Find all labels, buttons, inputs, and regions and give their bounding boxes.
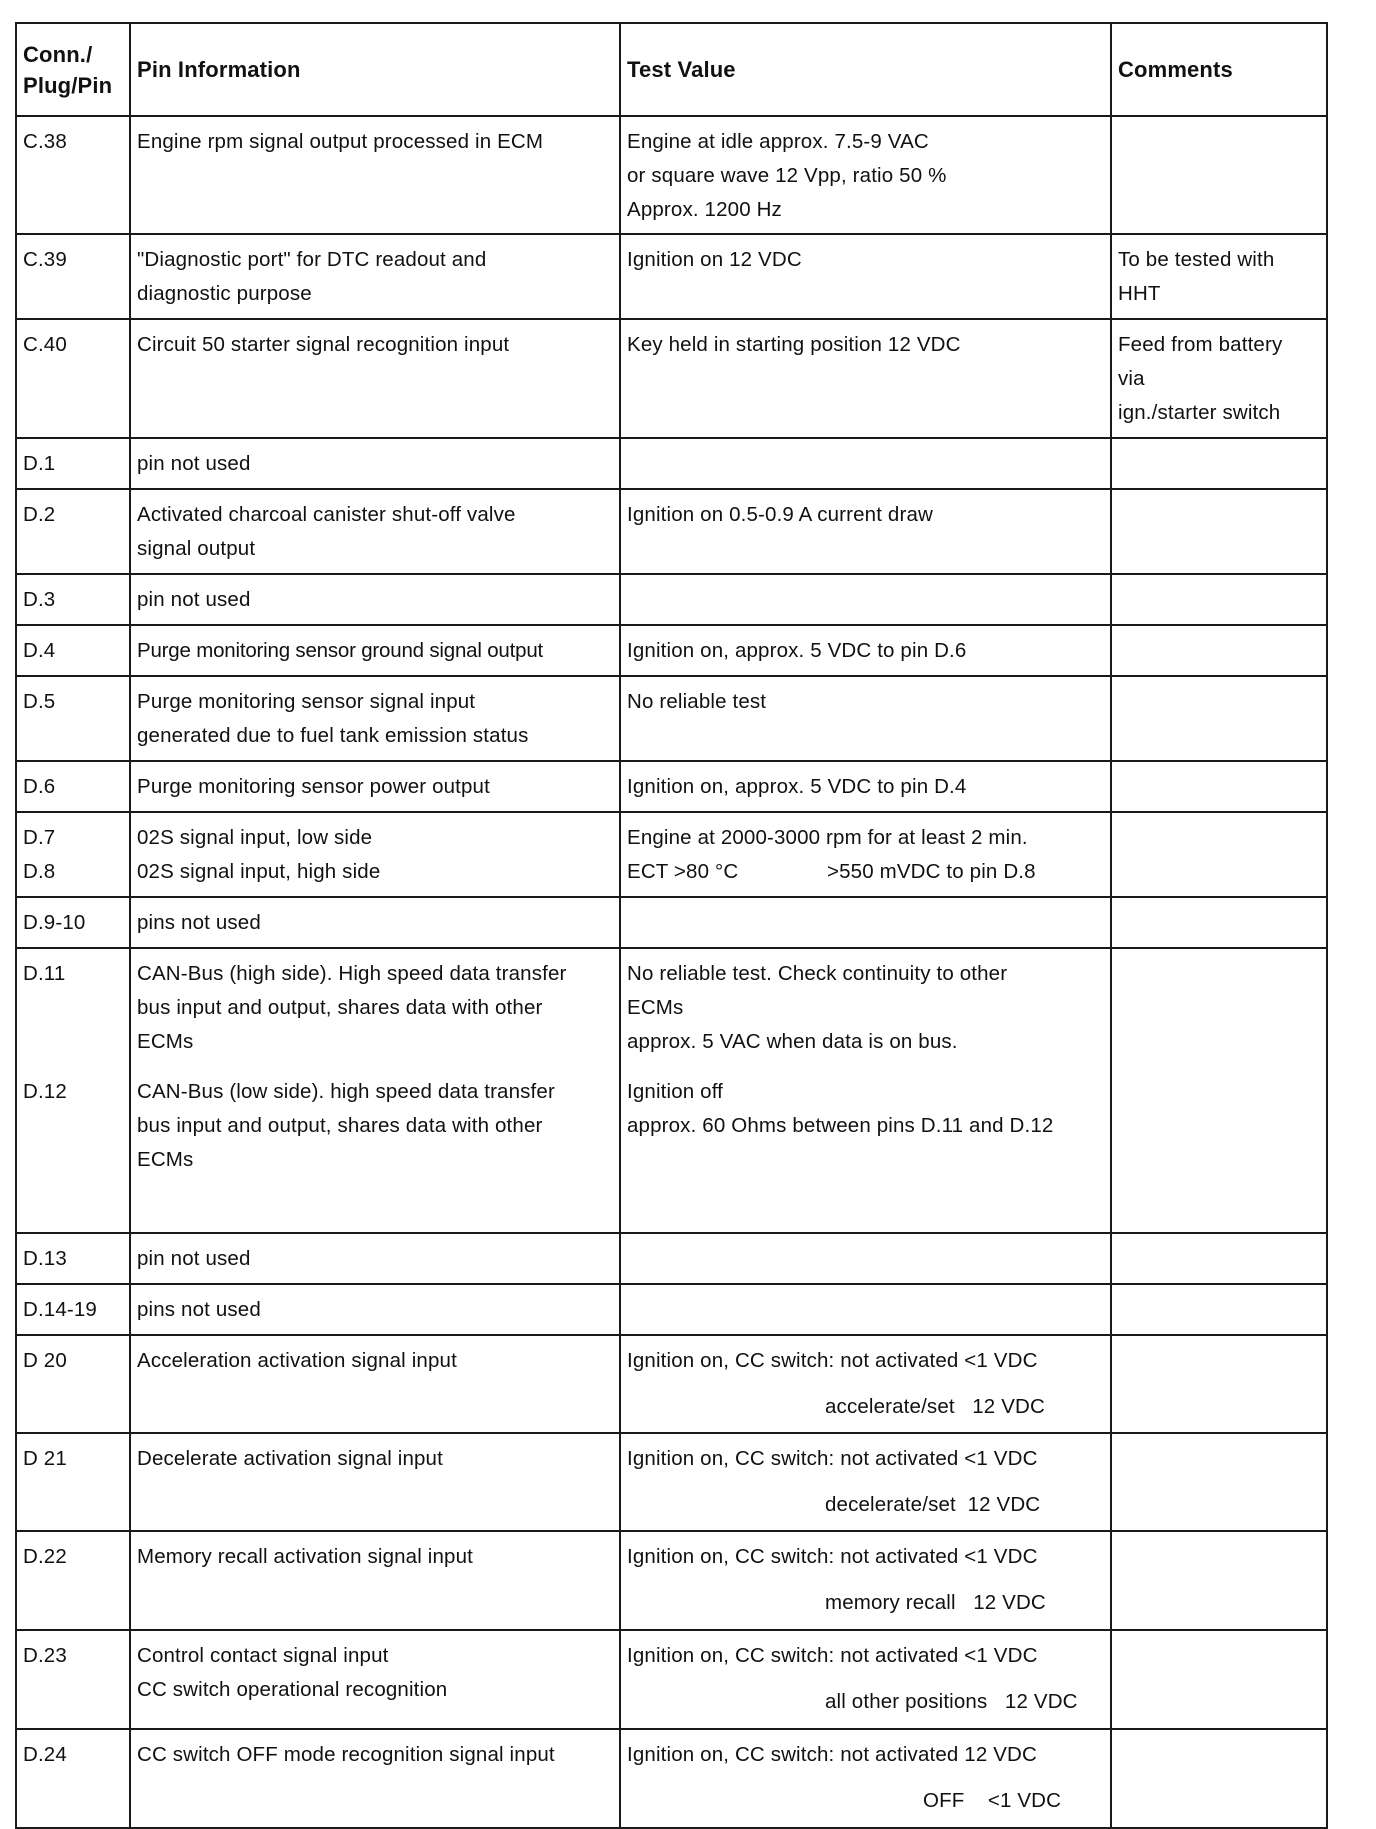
test-line: Ignition off (627, 1080, 724, 1103)
header-conn-line1: Conn./ (23, 41, 93, 67)
comments-cell (1111, 761, 1327, 812)
pin-cell (16, 812, 130, 897)
comments-cell (1111, 948, 1327, 1233)
test-line: Ignition on 12 VDC (627, 248, 802, 271)
test-cell (620, 1433, 1111, 1531)
test-cell (620, 489, 1111, 574)
comments-cell (1111, 1729, 1327, 1828)
test-line: Engine at idle approx. 7.5-9 VAC (627, 130, 929, 153)
info-line: Purge monitoring sensor power output (137, 775, 490, 798)
info-cell (130, 897, 620, 948)
test-cell (620, 234, 1111, 319)
test-line: Ignition on, CC switch: not activated 12 VDC (627, 1743, 1037, 1766)
pin-cell: C.39 (16, 234, 130, 319)
test-ect-value: >550 mVDC to pin D.8 (827, 860, 1036, 883)
table-row (16, 1531, 1327, 1630)
table-row (16, 761, 1327, 812)
test-line: Ignition on, CC switch: not activated <1 VDC (627, 1644, 1038, 1667)
info-cell (130, 761, 620, 812)
comments-cell (1111, 116, 1327, 234)
test-cell (620, 574, 1111, 625)
test-sub-line: all other positions 12 VDC (825, 1690, 1078, 1713)
info-cell (130, 1233, 620, 1284)
info-cell (130, 948, 620, 1233)
test-cell (620, 116, 1111, 234)
info-line: Purge monitoring sensor ground signal output (137, 639, 544, 662)
info-line: pin not used (137, 1247, 251, 1270)
table-row (16, 812, 1327, 897)
test-line: Ignition on, CC switch: not activated <1 VDC (627, 1349, 1038, 1372)
table-row (16, 897, 1327, 948)
info-line: 02S signal input, low side (137, 826, 373, 849)
table-row (16, 948, 1327, 1233)
test-cell (620, 625, 1111, 676)
comments-cell (1111, 1531, 1327, 1630)
test-cell (620, 319, 1111, 438)
info-line: CC switch OFF mode recognition signal input (137, 1743, 555, 1766)
table-row (16, 676, 1327, 761)
info-cell (130, 1630, 620, 1729)
table-row (16, 438, 1327, 489)
test-line: ECMs (627, 996, 684, 1019)
comment-line: ign./starter switch (1118, 401, 1281, 424)
info-line: CAN-Bus (low side). high speed data transfer (137, 1080, 555, 1103)
table-row (16, 1335, 1327, 1433)
comments-cell (1111, 489, 1327, 574)
pin-line: D.12 (23, 1080, 67, 1103)
info-cell (130, 812, 620, 897)
comments-cell (1111, 625, 1327, 676)
table-row (16, 116, 1327, 234)
pin-cell: D.23 (16, 1630, 130, 1729)
pin-cell: D.14-19 (16, 1284, 130, 1335)
info-line: bus input and output, shares data with other (137, 996, 543, 1019)
table-row (16, 1729, 1327, 1828)
pin-cell: D.22 (16, 1531, 130, 1630)
info-line: Purge monitoring sensor signal input (137, 690, 476, 713)
info-line: bus input and output, shares data with other (137, 1114, 543, 1137)
test-cell (620, 438, 1111, 489)
info-line: CC switch operational recognition (137, 1678, 448, 1701)
comments-cell (1111, 438, 1327, 489)
table-row (16, 574, 1327, 625)
comment-line: To be tested with (1118, 248, 1275, 271)
test-line: approx. 60 Ohms between pins D.11 and D.12 (627, 1114, 1054, 1137)
pin-cell: D 20 (16, 1335, 130, 1433)
test-line: approx. 5 VAC when data is on bus. (627, 1030, 958, 1053)
info-line: Activated charcoal canister shut-off valve (137, 503, 516, 526)
header-conn-plug-pin (16, 23, 130, 116)
info-cell (130, 489, 620, 574)
comments-cell (1111, 812, 1327, 897)
info-line: 02S signal input, high side (137, 860, 381, 883)
header-conn-line2: Plug/Pin (23, 72, 113, 98)
comments-cell (1111, 574, 1327, 625)
header-comments: Comments (1111, 23, 1327, 116)
table-row (16, 1233, 1327, 1284)
pin-cell: D.13 (16, 1233, 130, 1284)
test-line: Ignition on, CC switch: not activated <1 VDC (627, 1545, 1038, 1568)
test-line: Approx. 1200 Hz (627, 198, 782, 221)
pin-cell: D 21 (16, 1433, 130, 1531)
comments-cell (1111, 1433, 1327, 1531)
info-cell (130, 116, 620, 234)
test-sub-line: memory recall 12 VDC (825, 1591, 1046, 1614)
info-line: Circuit 50 starter signal recognition input (137, 333, 510, 356)
info-cell (130, 1729, 620, 1828)
comments-cell (1111, 1335, 1327, 1433)
test-cell (620, 897, 1111, 948)
test-sub-line: decelerate/set 12 VDC (825, 1493, 1041, 1516)
pin-cell (16, 948, 130, 1233)
info-cell (130, 1335, 620, 1433)
info-line: Engine rpm signal output processed in ECM (137, 130, 544, 153)
test-cell (620, 1335, 1111, 1433)
comments-cell (1111, 897, 1327, 948)
test-cell (620, 1729, 1111, 1828)
info-line: Decelerate activation signal input (137, 1447, 443, 1470)
pin-information-table (15, 22, 1328, 1829)
info-line: generated due to fuel tank emission status (137, 724, 529, 747)
test-line: No reliable test (627, 690, 767, 713)
test-cell (620, 1630, 1111, 1729)
comments-cell (1111, 234, 1327, 319)
info-line: Control contact signal input (137, 1644, 389, 1667)
test-cell (620, 676, 1111, 761)
test-line: Ignition on, approx. 5 VDC to pin D.6 (627, 639, 967, 662)
pin-cell: D.5 (16, 676, 130, 761)
info-line: "Diagnostic port" for DTC readout and (137, 248, 487, 271)
test-line: or square wave 12 Vpp, ratio 50 % (627, 164, 947, 187)
info-line: Acceleration activation signal input (137, 1349, 457, 1372)
comment-line: HHT (1118, 282, 1161, 305)
pin-line: D.11 (23, 962, 66, 985)
test-line (627, 855, 1104, 889)
test-sub-line: OFF <1 VDC (923, 1789, 1062, 1812)
info-cell (130, 438, 620, 489)
test-line: Ignition on, approx. 5 VDC to pin D.4 (627, 775, 967, 798)
info-line: pins not used (137, 1298, 261, 1321)
test-cell (620, 812, 1111, 897)
comments-cell (1111, 676, 1327, 761)
table-row (16, 489, 1327, 574)
comments-cell (1111, 319, 1327, 438)
test-cell (620, 1531, 1111, 1630)
info-cell (130, 1284, 620, 1335)
info-cell (130, 1531, 620, 1630)
pin-cell: D.2 (16, 489, 130, 574)
comment-line: Feed from battery (1118, 333, 1283, 356)
pin-line: D.8 (23, 860, 56, 883)
info-line: CAN-Bus (high side). High speed data transfer (137, 962, 567, 985)
header-test-value: Test Value (620, 23, 1111, 116)
test-line: Ignition on 0.5-0.9 A current draw (627, 503, 933, 526)
pin-line: D.7 (23, 826, 56, 849)
info-cell (130, 574, 620, 625)
table-row (16, 625, 1327, 676)
test-cell (620, 1233, 1111, 1284)
table-row (16, 319, 1327, 438)
pin-cell: D.24 (16, 1729, 130, 1828)
pin-cell: C.38 (16, 116, 130, 234)
comments-cell (1111, 1233, 1327, 1284)
test-line: Ignition on, CC switch: not activated <1 VDC (627, 1447, 1038, 1470)
pin-cell: D.1 (16, 438, 130, 489)
info-cell (130, 234, 620, 319)
info-line: diagnostic purpose (137, 282, 312, 305)
info-line: Memory recall activation signal input (137, 1545, 473, 1568)
test-line: No reliable test. Check continuity to other (627, 962, 1008, 985)
table-header-row (16, 23, 1327, 116)
pin-cell: D.4 (16, 625, 130, 676)
table-row (16, 1630, 1327, 1729)
test-line: Key held in starting position 12 VDC (627, 333, 961, 356)
info-line: ECMs (137, 1030, 194, 1053)
info-line: pin not used (137, 452, 251, 475)
info-cell (130, 1433, 620, 1531)
comment-line: via (1118, 367, 1145, 390)
comments-cell (1111, 1630, 1327, 1729)
info-cell (130, 319, 620, 438)
pin-cell: C.40 (16, 319, 130, 438)
pin-cell: D.6 (16, 761, 130, 812)
test-ect-condition: ECT >80 °C (627, 860, 739, 883)
info-line: pin not used (137, 588, 251, 611)
info-cell (130, 625, 620, 676)
info-line: pins not used (137, 911, 261, 934)
table-row (16, 234, 1327, 319)
info-line: ECMs (137, 1148, 194, 1171)
test-sub-line: accelerate/set 12 VDC (825, 1395, 1045, 1418)
test-line: Engine at 2000-3000 rpm for at least 2 min. (627, 826, 1028, 849)
info-line: signal output (137, 537, 256, 560)
test-cell (620, 1284, 1111, 1335)
info-cell (130, 676, 620, 761)
comments-cell (1111, 1284, 1327, 1335)
test-cell (620, 761, 1111, 812)
test-cell (620, 948, 1111, 1233)
pin-cell: D.3 (16, 574, 130, 625)
table-row (16, 1433, 1327, 1531)
table-row (16, 1284, 1327, 1335)
header-pin-information: Pin Information (130, 23, 620, 116)
pin-cell: D.9-10 (16, 897, 130, 948)
